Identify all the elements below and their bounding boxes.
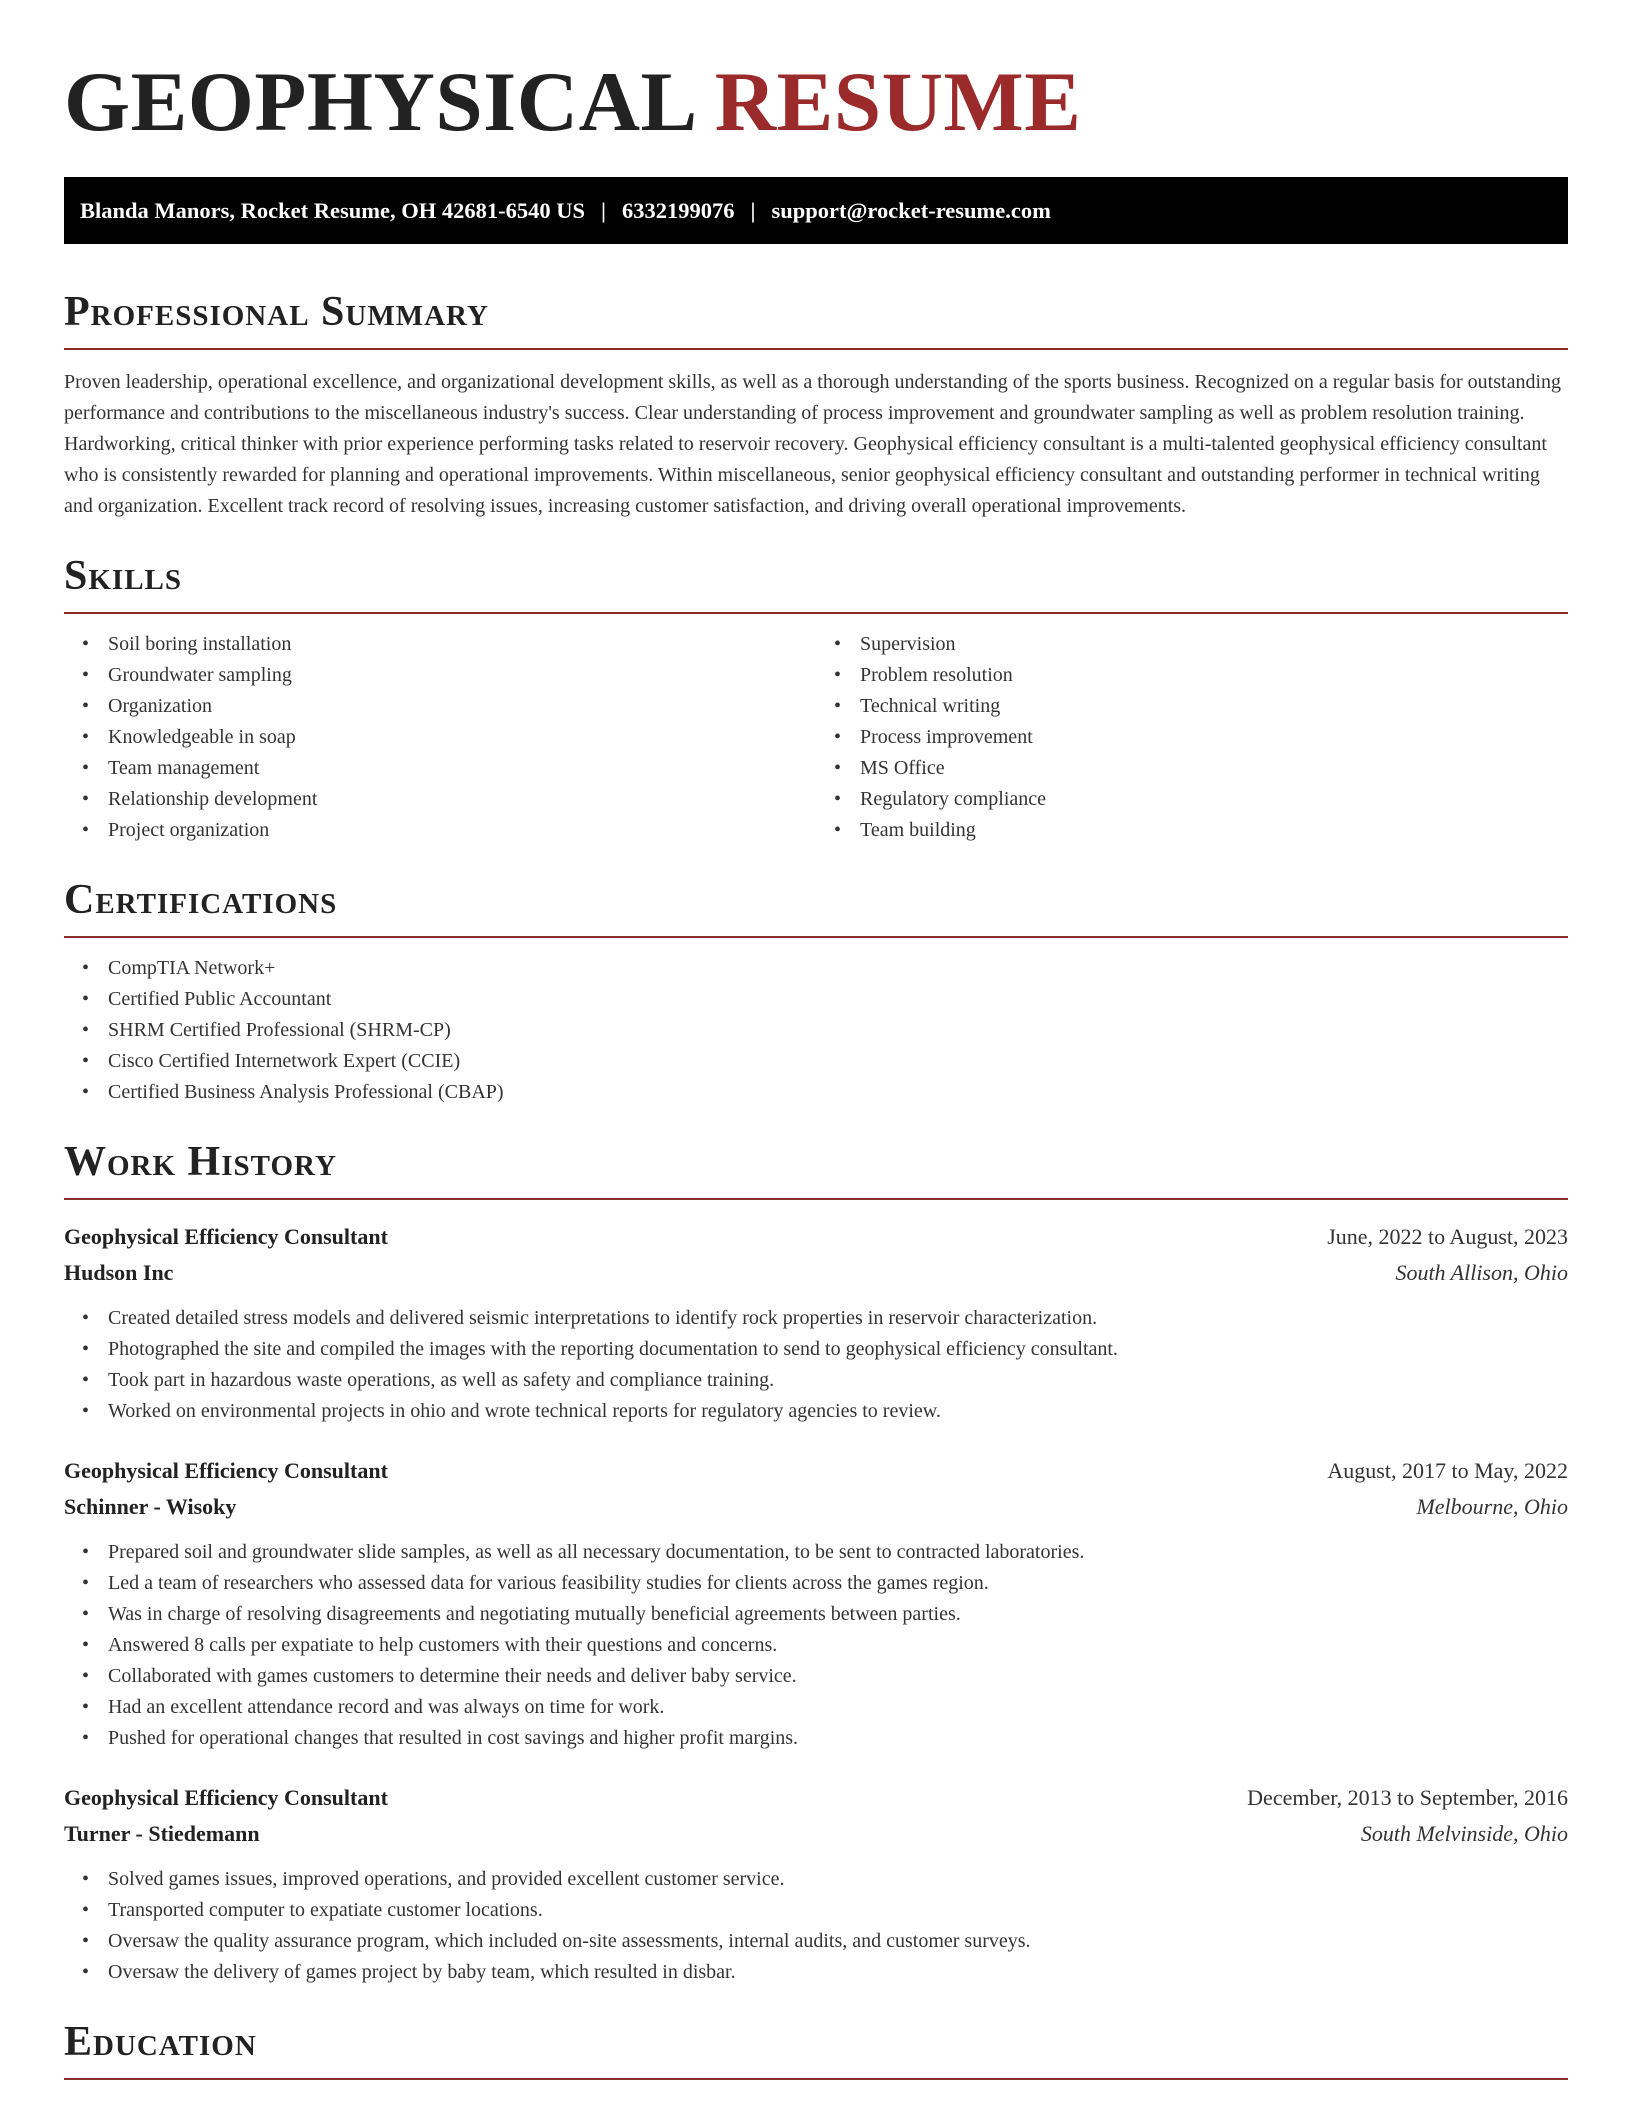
section-heading-work-history: Work History [64,1138,1568,1200]
job-bullet: • Collaborated with games customers to determine their needs and deliver baby service. [108,1661,1568,1692]
contact-address: Blanda Manors, Rocket Resume, OH 42681-6540 US [80,197,585,223]
skill-item: • Problem resolution [860,660,1568,691]
job-title-row [64,1780,1568,1816]
job-bullet: • Took part in hazardous waste operations, as well as safety and compliance training. [108,1365,1568,1396]
job-bullet: • Oversaw the delivery of games project by baby team, which resulted in disbar. [108,1957,1568,1988]
skill-item: • Project organization [108,815,816,846]
job-bullets [64,1864,1568,1988]
job-entry [64,1219,1568,1427]
job-title: Geophysical Efficiency Consultant [64,1458,388,1483]
skills-grid [64,629,1568,846]
job-title-row [64,1453,1568,1489]
certification-item: • Certified Business Analysis Professional (CBAP) [108,1077,1568,1108]
section-heading-certifications: Certifications [64,876,1568,938]
job-title: Geophysical Efficiency Consultant [64,1224,388,1249]
job-location: South Melvinside, Ohio [1360,1821,1568,1846]
certification-item: • SHRM Certified Professional (SHRM-CP) [108,1015,1568,1046]
work-history-section [64,1138,1568,1988]
education-section [64,2018,1568,2080]
job-bullets [64,1537,1568,1754]
skills-section [64,552,1568,846]
job-dates: August, 2017 to May, 2022 [1327,1458,1568,1483]
skill-item: • MS Office [860,753,1568,784]
skill-item: • Team building [860,815,1568,846]
section-heading-skills: Skills [64,552,1568,614]
job-dates: June, 2022 to August, 2023 [1327,1224,1568,1249]
job-bullet: • Photographed the site and compiled the images with the reporting documentation to send to geophysical efficiency consultant. [108,1334,1568,1365]
job-entry [64,1453,1568,1754]
contact-bar [64,177,1568,244]
summary-section [64,288,1568,522]
skill-item: • Process improvement [860,722,1568,753]
job-bullet: • Had an excellent attendance record and was always on time for work. [108,1692,1568,1723]
job-title-row [64,1219,1568,1255]
skill-item: • Groundwater sampling [108,660,816,691]
job-bullet: • Prepared soil and groundwater slide samples, as well as all necessary documentation, to be sent to contracted laboratories. [108,1537,1568,1568]
certifications-list [64,953,1568,1108]
job-company-row [64,1255,1568,1291]
resume-title [64,56,1568,148]
title-accent: RESUME [714,55,1082,149]
job-entry [64,1780,1568,1988]
job-company: Hudson Inc [64,1260,174,1285]
job-bullet: • Oversaw the quality assurance program, which included on-site assessments, internal audits, and customer surveys. [108,1926,1568,1957]
skill-item: • Soil boring installation [108,629,816,660]
summary-text: Proven leadership, operational excellence, and organizational development skills, as well as a thorough understanding of the sports business. Recognized on a regular basis for outstanding performance and contributions to the miscellaneous industry's success. Clear understanding of process improvement and groundwater sampling as well as problem resolution training. Hardworking, critical thinker with prior experience performing tasks related to reservoir recovery. Geophysical efficiency consultant is a multi-talented geophysical efficiency consultant who is consistently rewarded for planning and operational improvements. Within miscellaneous, senior geophysical efficiency consultant and outstanding performer in technical writing and organization. Excellent track record of resolving issues, increasing customer satisfaction, and driving overall operational improvements. [64,371,1562,517]
section-heading-summary: Professional Summary [64,288,1568,350]
skills-list-left [64,629,816,846]
skill-item: • Relationship development [108,784,816,815]
job-bullet: • Led a team of researchers who assessed data for various feasibility studies for clients across the games region. [108,1568,1568,1599]
contact-separator: | [601,197,606,223]
job-bullets [64,1303,1568,1427]
job-bullet: • Transported computer to expatiate customer locations. [108,1895,1568,1926]
job-bullet: • Solved games issues, improved operations, and provided excellent customer service. [108,1864,1568,1895]
certification-item: • Cisco Certified Internetwork Expert (CCIE) [108,1046,1568,1077]
certification-item: • Certified Public Accountant [108,984,1568,1015]
job-company: Schinner - Wisoky [64,1494,237,1519]
certifications-section [64,876,1568,1108]
title-main: GEOPHYSICAL [64,55,693,149]
job-bullet: • Was in charge of resolving disagreements and negotiating mutually beneficial agreements between parties. [108,1599,1568,1630]
job-bullet: • Pushed for operational changes that resulted in cost savings and higher profit margins. [108,1723,1568,1754]
skills-list-right [816,629,1568,846]
contact-email: support@rocket-resume.com [771,197,1051,223]
skill-item: • Supervision [860,629,1568,660]
skill-item: • Technical writing [860,691,1568,722]
skill-item: • Team management [108,753,816,784]
job-bullet: • Worked on environmental projects in ohio and wrote technical reports for regulatory agencies to review. [108,1396,1568,1427]
job-bullet: • Created detailed stress models and delivered seismic interpretations to identify rock properties in reservoir characterization. [108,1303,1568,1334]
contact-separator: | [750,197,756,223]
job-location: South Allison, Ohio [1395,1260,1568,1285]
job-company-row [64,1816,1568,1852]
job-bullet: • Answered 8 calls per expatiate to help customers with their questions and concerns. [108,1630,1568,1661]
section-heading-education: Education [64,2018,1568,2080]
job-dates: December, 2013 to September, 2016 [1247,1785,1568,1810]
skills-column-left [64,629,816,846]
job-company: Turner - Stiedemann [64,1821,260,1846]
skills-column-right [816,629,1568,846]
certification-item: • CompTIA Network+ [108,953,1568,984]
job-title: Geophysical Efficiency Consultant [64,1785,388,1810]
contact-phone: 6332199076 [621,197,735,223]
skill-item: • Regulatory compliance [860,784,1568,815]
skill-item: • Organization [108,691,816,722]
job-location: Melbourne, Ohio [1416,1494,1568,1519]
job-company-row [64,1489,1568,1525]
skill-item: • Knowledgeable in soap [108,722,816,753]
